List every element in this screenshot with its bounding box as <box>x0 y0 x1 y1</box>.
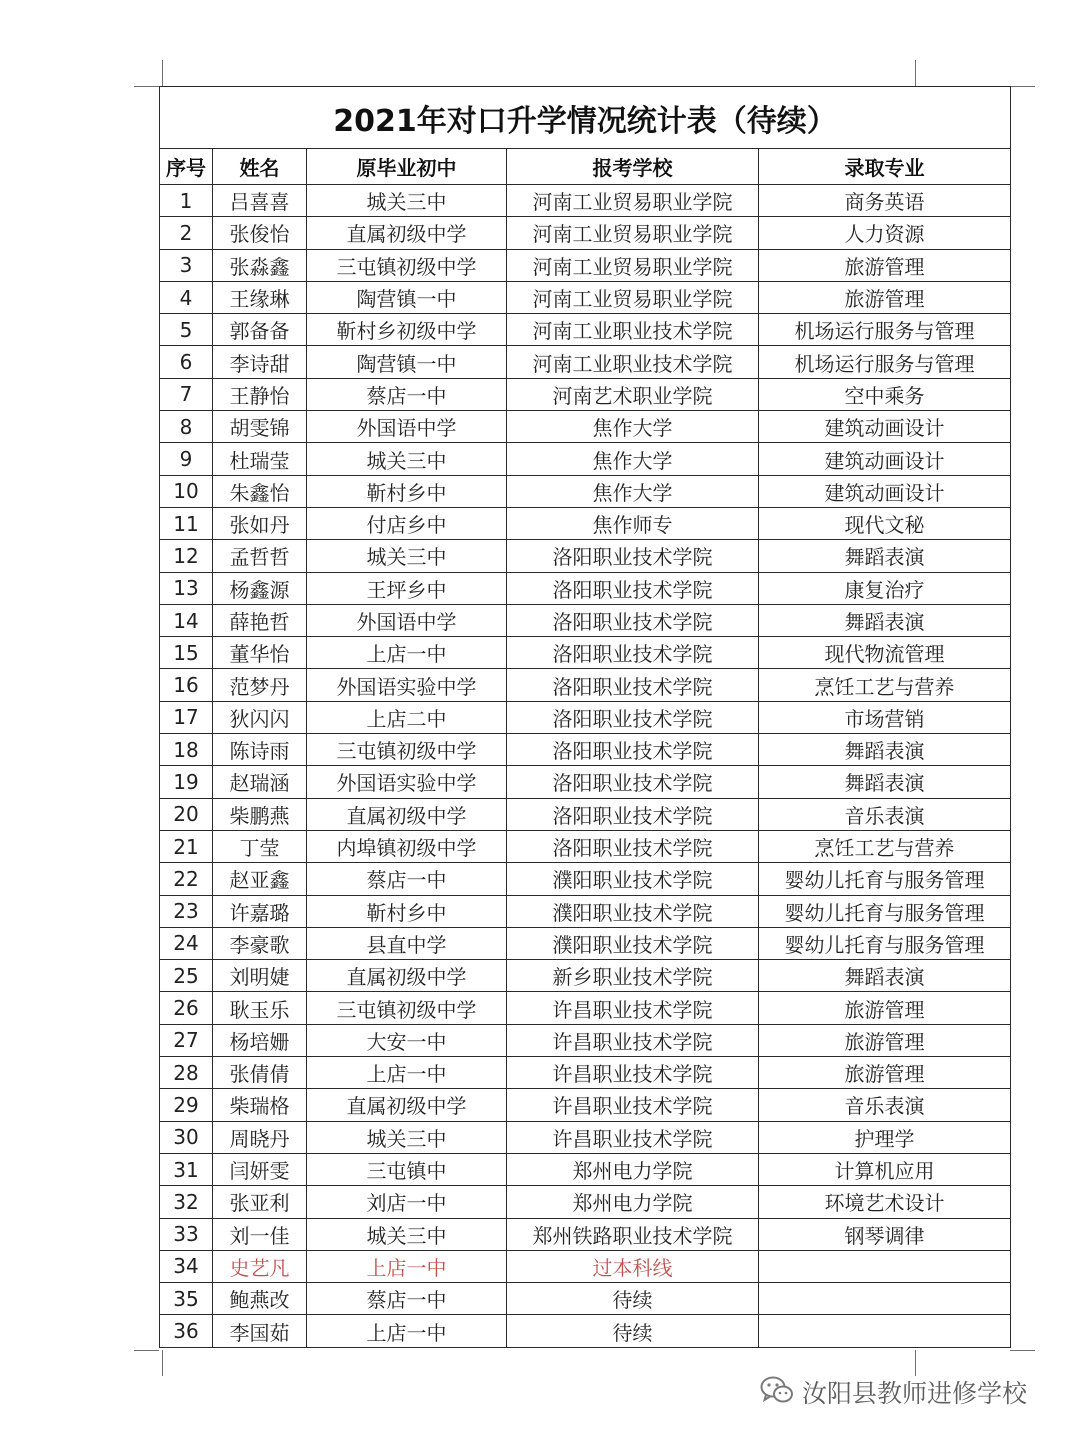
watermark-text: 汝阳县教师进修学校 <box>802 1379 1028 1408</box>
cell-middle-school: 大安一中 <box>307 1024 507 1056</box>
cell-middle-school: 外国语实验中学 <box>307 766 507 798</box>
cell-name: 刘明婕 <box>213 960 307 992</box>
cell-admitted-major: 旅游管理 <box>759 249 1011 281</box>
cell-index: 2 <box>160 217 213 249</box>
cell-name: 张倩倩 <box>213 1057 307 1089</box>
cell-name: 丁莹 <box>213 830 307 862</box>
cell-name: 吕喜喜 <box>213 185 307 217</box>
cell-applied-school: 河南工业贸易职业学院 <box>507 185 759 217</box>
cell-middle-school: 三屯镇初级中学 <box>307 992 507 1024</box>
cell-admitted-major: 烹饪工艺与营养 <box>759 669 1011 701</box>
cell-middle-school: 外国语实验中学 <box>307 669 507 701</box>
cell-admitted-major: 舞蹈表演 <box>759 960 1011 992</box>
cell-admitted-major: 婴幼儿托育与服务管理 <box>759 895 1011 927</box>
cell-admitted-major: 婴幼儿托育与服务管理 <box>759 927 1011 959</box>
cell-name: 张俊怡 <box>213 217 307 249</box>
table-row <box>160 314 1011 346</box>
cell-name: 狄闪闪 <box>213 701 307 733</box>
cell-middle-school: 三屯镇中 <box>307 1153 507 1185</box>
cell-index: 8 <box>160 411 213 443</box>
cell-index: 7 <box>160 378 213 410</box>
cell-applied-school: 洛阳职业技术学院 <box>507 701 759 733</box>
cell-middle-school: 城关三中 <box>307 540 507 572</box>
cell-middle-school: 外国语中学 <box>307 411 507 443</box>
cell-index: 14 <box>160 604 213 636</box>
table-row <box>160 1186 1011 1218</box>
cell-name: 范梦丹 <box>213 669 307 701</box>
cell-middle-school: 靳村乡中 <box>307 895 507 927</box>
cell-middle-school: 上店一中 <box>307 1250 507 1282</box>
cell-admitted-major: 钢琴调律 <box>759 1218 1011 1250</box>
cell-applied-school: 焦作大学 <box>507 475 759 507</box>
cell-middle-school: 城关三中 <box>307 1218 507 1250</box>
cell-applied-school: 许昌职业技术学院 <box>507 1024 759 1056</box>
header-admitted-major: 录取专业 <box>759 149 1011 185</box>
table-row <box>160 766 1011 798</box>
cell-applied-school: 许昌职业技术学院 <box>507 1121 759 1153</box>
cell-admitted-major: 环境艺术设计 <box>759 1186 1011 1218</box>
cell-applied-school: 郑州铁路职业技术学院 <box>507 1218 759 1250</box>
cell-name: 张如丹 <box>213 507 307 539</box>
cell-name: 杨鑫源 <box>213 572 307 604</box>
cell-applied-school: 待续 <box>507 1283 759 1315</box>
cell-applied-school: 河南工业职业技术学院 <box>507 314 759 346</box>
cell-applied-school: 濮阳职业技术学院 <box>507 863 759 895</box>
table-row <box>160 1250 1011 1282</box>
cell-admitted-major: 机场运行服务与管理 <box>759 314 1011 346</box>
cell-middle-school: 县直中学 <box>307 927 507 959</box>
cell-name: 孟哲哲 <box>213 540 307 572</box>
cell-middle-school: 上店一中 <box>307 637 507 669</box>
crop-mark-top-right-h <box>1010 86 1035 87</box>
table-body <box>160 185 1011 1348</box>
cell-middle-school: 城关三中 <box>307 443 507 475</box>
cell-index: 25 <box>160 960 213 992</box>
cell-index: 23 <box>160 895 213 927</box>
table-row <box>160 475 1011 507</box>
table-row <box>160 411 1011 443</box>
cell-applied-school: 洛阳职业技术学院 <box>507 830 759 862</box>
table-row <box>160 507 1011 539</box>
cell-admitted-major: 旅游管理 <box>759 992 1011 1024</box>
cell-middle-school: 陶营镇一中 <box>307 346 507 378</box>
header-name: 姓名 <box>213 149 307 185</box>
table-row <box>160 378 1011 410</box>
crop-mark-top-right <box>915 60 916 86</box>
cell-index: 20 <box>160 798 213 830</box>
cell-applied-school: 洛阳职业技术学院 <box>507 572 759 604</box>
table-row <box>160 1315 1011 1347</box>
cell-middle-school: 三屯镇初级中学 <box>307 734 507 766</box>
cell-applied-school: 郑州电力学院 <box>507 1186 759 1218</box>
cell-index: 34 <box>160 1250 213 1282</box>
cell-index: 29 <box>160 1089 213 1121</box>
table-row <box>160 185 1011 217</box>
cell-admitted-major: 舞蹈表演 <box>759 540 1011 572</box>
cell-index: 18 <box>160 734 213 766</box>
table-row <box>160 830 1011 862</box>
table-row <box>160 604 1011 636</box>
cell-name: 耿玉乐 <box>213 992 307 1024</box>
table-row <box>160 1024 1011 1056</box>
table-row <box>160 960 1011 992</box>
cell-middle-school: 外国语中学 <box>307 604 507 636</box>
cell-middle-school: 陶营镇一中 <box>307 281 507 313</box>
table-row <box>160 1283 1011 1315</box>
cell-applied-school: 洛阳职业技术学院 <box>507 637 759 669</box>
cell-name: 柴鹏燕 <box>213 798 307 830</box>
cell-name: 张淼鑫 <box>213 249 307 281</box>
cell-middle-school: 王坪乡中 <box>307 572 507 604</box>
cell-middle-school: 付店乡中 <box>307 507 507 539</box>
cell-middle-school: 上店一中 <box>307 1057 507 1089</box>
cell-name: 史艺凡 <box>213 1250 307 1282</box>
account-watermark <box>760 1372 1027 1412</box>
cell-index: 27 <box>160 1024 213 1056</box>
cell-name: 赵亚鑫 <box>213 863 307 895</box>
cell-index: 24 <box>160 927 213 959</box>
table-row <box>160 1218 1011 1250</box>
cell-middle-school: 内埠镇初级中学 <box>307 830 507 862</box>
cell-applied-school: 焦作大学 <box>507 443 759 475</box>
table-row <box>160 443 1011 475</box>
table-row <box>160 927 1011 959</box>
table-row <box>160 798 1011 830</box>
cell-applied-school: 待续 <box>507 1315 759 1347</box>
table-row <box>160 572 1011 604</box>
header-middle-school: 原毕业初中 <box>307 149 507 185</box>
cell-index: 31 <box>160 1153 213 1185</box>
cell-applied-school: 河南工业贸易职业学院 <box>507 281 759 313</box>
cell-admitted-major: 舞蹈表演 <box>759 604 1011 636</box>
cell-middle-school: 靳村乡中 <box>307 475 507 507</box>
cell-admitted-major: 舞蹈表演 <box>759 766 1011 798</box>
cell-applied-school: 许昌职业技术学院 <box>507 1089 759 1121</box>
crop-mark-top-left <box>162 60 163 86</box>
cell-middle-school: 城关三中 <box>307 1121 507 1153</box>
table-row <box>160 701 1011 733</box>
cell-name: 薛艳哲 <box>213 604 307 636</box>
table-title: 2021年对口升学情况统计表（待续） <box>160 87 1011 149</box>
crop-mark-bottom-left <box>162 1350 163 1376</box>
cell-index: 17 <box>160 701 213 733</box>
cell-applied-school: 洛阳职业技术学院 <box>507 669 759 701</box>
cell-name: 柴瑞格 <box>213 1089 307 1121</box>
table-row <box>160 637 1011 669</box>
table-row <box>160 281 1011 313</box>
cell-middle-school: 蔡店一中 <box>307 378 507 410</box>
cell-applied-school: 河南工业职业技术学院 <box>507 346 759 378</box>
cell-index: 13 <box>160 572 213 604</box>
cell-admitted-major: 婴幼儿托育与服务管理 <box>759 863 1011 895</box>
cell-applied-school: 河南工业贸易职业学院 <box>507 217 759 249</box>
cell-applied-school: 濮阳职业技术学院 <box>507 895 759 927</box>
cell-applied-school: 许昌职业技术学院 <box>507 1057 759 1089</box>
cell-applied-school: 焦作师专 <box>507 507 759 539</box>
cell-applied-school: 过本科线 <box>507 1250 759 1282</box>
cell-index: 26 <box>160 992 213 1024</box>
cell-name: 张亚利 <box>213 1186 307 1218</box>
cell-middle-school: 三屯镇初级中学 <box>307 249 507 281</box>
cell-middle-school: 靳村乡初级中学 <box>307 314 507 346</box>
cell-index: 5 <box>160 314 213 346</box>
cell-name: 李诗甜 <box>213 346 307 378</box>
cell-middle-school: 蔡店一中 <box>307 1283 507 1315</box>
table-row <box>160 1121 1011 1153</box>
table-row <box>160 1089 1011 1121</box>
cell-admitted-major: 市场营销 <box>759 701 1011 733</box>
cell-applied-school: 洛阳职业技术学院 <box>507 734 759 766</box>
cell-admitted-major: 音乐表演 <box>759 798 1011 830</box>
cell-applied-school: 郑州电力学院 <box>507 1153 759 1185</box>
cell-applied-school: 新乡职业技术学院 <box>507 960 759 992</box>
cell-name: 许嘉璐 <box>213 895 307 927</box>
table-row <box>160 992 1011 1024</box>
cell-admitted-major: 现代物流管理 <box>759 637 1011 669</box>
cell-index: 32 <box>160 1186 213 1218</box>
cell-name: 陈诗雨 <box>213 734 307 766</box>
cell-index: 10 <box>160 475 213 507</box>
cell-applied-school: 焦作大学 <box>507 411 759 443</box>
cell-admitted-major: 计算机应用 <box>759 1153 1011 1185</box>
cell-index: 9 <box>160 443 213 475</box>
cell-admitted-major: 护理学 <box>759 1121 1011 1153</box>
table-row <box>160 1057 1011 1089</box>
cell-middle-school: 直属初级中学 <box>307 798 507 830</box>
header-applied-school: 报考学校 <box>507 149 759 185</box>
cell-admitted-major <box>759 1250 1011 1282</box>
cell-index: 28 <box>160 1057 213 1089</box>
header-index: 序号 <box>160 149 213 185</box>
cell-admitted-major: 空中乘务 <box>759 378 1011 410</box>
cell-index: 4 <box>160 281 213 313</box>
cell-admitted-major: 建筑动画设计 <box>759 411 1011 443</box>
cell-admitted-major: 旅游管理 <box>759 1024 1011 1056</box>
cell-middle-school: 上店二中 <box>307 701 507 733</box>
cell-applied-school: 河南工业贸易职业学院 <box>507 249 759 281</box>
cell-middle-school: 直属初级中学 <box>307 217 507 249</box>
cell-index: 1 <box>160 185 213 217</box>
cell-applied-school: 洛阳职业技术学院 <box>507 798 759 830</box>
cell-index: 6 <box>160 346 213 378</box>
cell-name: 刘一佳 <box>213 1218 307 1250</box>
cell-admitted-major: 现代文秘 <box>759 507 1011 539</box>
crop-mark-bottom-right-h <box>1010 1350 1035 1351</box>
cell-index: 11 <box>160 507 213 539</box>
cell-admitted-major: 烹饪工艺与营养 <box>759 830 1011 862</box>
cell-index: 16 <box>160 669 213 701</box>
wechat-icon <box>760 1375 794 1409</box>
cell-applied-school: 洛阳职业技术学院 <box>507 766 759 798</box>
cell-name: 赵瑞涵 <box>213 766 307 798</box>
table-row <box>160 1153 1011 1185</box>
cell-index: 30 <box>160 1121 213 1153</box>
cell-index: 36 <box>160 1315 213 1347</box>
cell-index: 3 <box>160 249 213 281</box>
cell-name: 王缘琳 <box>213 281 307 313</box>
cell-name: 杜瑞莹 <box>213 443 307 475</box>
cell-index: 33 <box>160 1218 213 1250</box>
cell-admitted-major: 建筑动画设计 <box>759 443 1011 475</box>
cell-name: 董华怡 <box>213 637 307 669</box>
cell-name: 周晓丹 <box>213 1121 307 1153</box>
cell-index: 15 <box>160 637 213 669</box>
table-row <box>160 863 1011 895</box>
table-row <box>160 217 1011 249</box>
cell-name: 王静怡 <box>213 378 307 410</box>
cell-name: 杨培姗 <box>213 1024 307 1056</box>
table-row <box>160 346 1011 378</box>
table-row <box>160 734 1011 766</box>
crop-mark-bottom-left-h <box>134 1350 159 1351</box>
table-row <box>160 669 1011 701</box>
cell-name: 胡雯锦 <box>213 411 307 443</box>
cell-applied-school: 许昌职业技术学院 <box>507 992 759 1024</box>
cell-admitted-major: 旅游管理 <box>759 281 1011 313</box>
cell-middle-school: 直属初级中学 <box>307 960 507 992</box>
cell-applied-school: 濮阳职业技术学院 <box>507 927 759 959</box>
cell-index: 19 <box>160 766 213 798</box>
cell-index: 12 <box>160 540 213 572</box>
cell-admitted-major: 机场运行服务与管理 <box>759 346 1011 378</box>
cell-middle-school: 城关三中 <box>307 185 507 217</box>
cell-admitted-major: 舞蹈表演 <box>759 734 1011 766</box>
table-row <box>160 895 1011 927</box>
cell-admitted-major: 旅游管理 <box>759 1057 1011 1089</box>
cell-index: 35 <box>160 1283 213 1315</box>
cell-index: 21 <box>160 830 213 862</box>
cell-name: 郭备备 <box>213 314 307 346</box>
cell-name: 朱鑫怡 <box>213 475 307 507</box>
cell-applied-school: 河南艺术职业学院 <box>507 378 759 410</box>
statistics-sheet <box>159 86 1010 1348</box>
cell-middle-school: 刘店一中 <box>307 1186 507 1218</box>
cell-index: 22 <box>160 863 213 895</box>
cell-admitted-major: 建筑动画设计 <box>759 475 1011 507</box>
cell-middle-school: 直属初级中学 <box>307 1089 507 1121</box>
cell-admitted-major: 人力资源 <box>759 217 1011 249</box>
cell-middle-school: 蔡店一中 <box>307 863 507 895</box>
admission-table <box>159 86 1011 1348</box>
cell-admitted-major: 商务英语 <box>759 185 1011 217</box>
cell-admitted-major <box>759 1315 1011 1347</box>
cell-admitted-major <box>759 1283 1011 1315</box>
cell-admitted-major: 康复治疗 <box>759 572 1011 604</box>
cell-name: 鲍燕改 <box>213 1283 307 1315</box>
table-header-row <box>160 149 1011 185</box>
cell-applied-school: 洛阳职业技术学院 <box>507 540 759 572</box>
cell-applied-school: 洛阳职业技术学院 <box>507 604 759 636</box>
table-row <box>160 249 1011 281</box>
crop-mark-top-left-h <box>134 86 159 87</box>
cell-name: 李国茹 <box>213 1315 307 1347</box>
cell-middle-school: 上店一中 <box>307 1315 507 1347</box>
cell-name: 闫妍雯 <box>213 1153 307 1185</box>
cell-name: 李豪歌 <box>213 927 307 959</box>
cell-admitted-major: 音乐表演 <box>759 1089 1011 1121</box>
table-row <box>160 540 1011 572</box>
